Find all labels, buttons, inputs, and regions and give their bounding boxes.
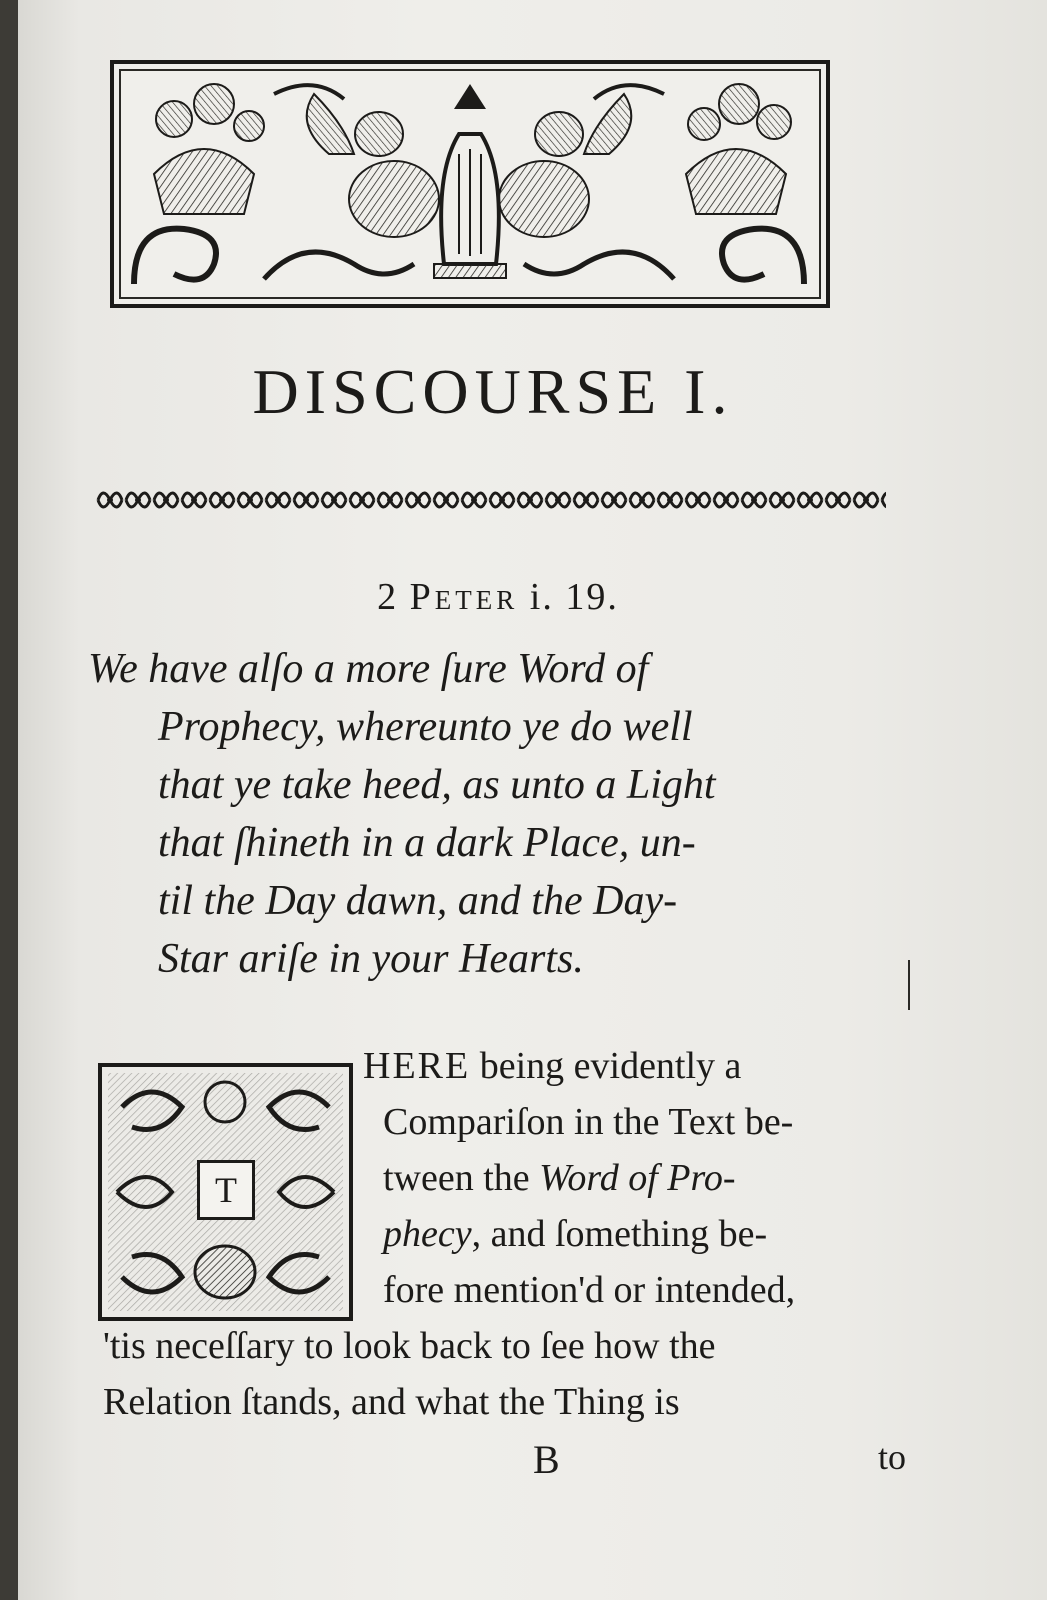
- body-line: fore mention'd or intended,: [383, 1269, 796, 1311]
- body-line: [383, 1150, 736, 1206]
- citation-book-number: 2: [377, 576, 399, 618]
- knot-border-icon: [96, 480, 886, 520]
- verse-line: Star ariſe in your Hearts.: [158, 936, 584, 982]
- body-caps-word: HERE: [363, 1045, 471, 1087]
- ornamental-rule: [96, 480, 886, 520]
- headpiece-ornament-icon: [114, 64, 826, 304]
- decorated-initial: [98, 1063, 353, 1321]
- body-italic-text: phecy: [383, 1213, 472, 1255]
- verse-line: Prophecy, whereunto ye do well: [158, 704, 693, 750]
- body-text: tween the: [383, 1157, 540, 1199]
- drop-cap-letter: T: [197, 1160, 255, 1220]
- body-italic-text: Word of Pro-: [539, 1157, 736, 1199]
- scripture-citation: [18, 575, 978, 619]
- body-text: , and ſomething be-: [471, 1213, 768, 1255]
- verse-line: that ye take heed, as unto a Light: [158, 762, 716, 808]
- show-through-text: [658, 10, 666, 50]
- scripture-verse: [88, 640, 918, 988]
- body-line: Compariſon in the Text be-: [383, 1101, 794, 1143]
- verse-line: We have alſo a more ſure Word of: [88, 646, 649, 692]
- body-line: Relation ſtands, and what the Thing is: [103, 1381, 680, 1423]
- verse-line: til the Day dawn, and the Day-: [158, 878, 678, 924]
- body-text: being evidently a: [470, 1045, 742, 1087]
- citation-reference: i. 19.: [529, 576, 619, 618]
- catchword: to: [878, 1437, 907, 1477]
- book-page: [18, 0, 1047, 1600]
- body-line: [383, 1206, 767, 1262]
- body-line: [363, 1038, 741, 1094]
- signature-mark: B: [533, 1437, 560, 1482]
- verse-line: that ſhineth in a dark Place, un-: [158, 820, 696, 866]
- margin-mark: [908, 960, 910, 1010]
- body-line: 'tis neceſſary to look back to ſee how the: [103, 1325, 716, 1367]
- woodcut-headpiece: [110, 60, 830, 308]
- citation-book-name: Peter: [409, 576, 519, 618]
- page-title: DISCOURSE I.: [252, 356, 734, 427]
